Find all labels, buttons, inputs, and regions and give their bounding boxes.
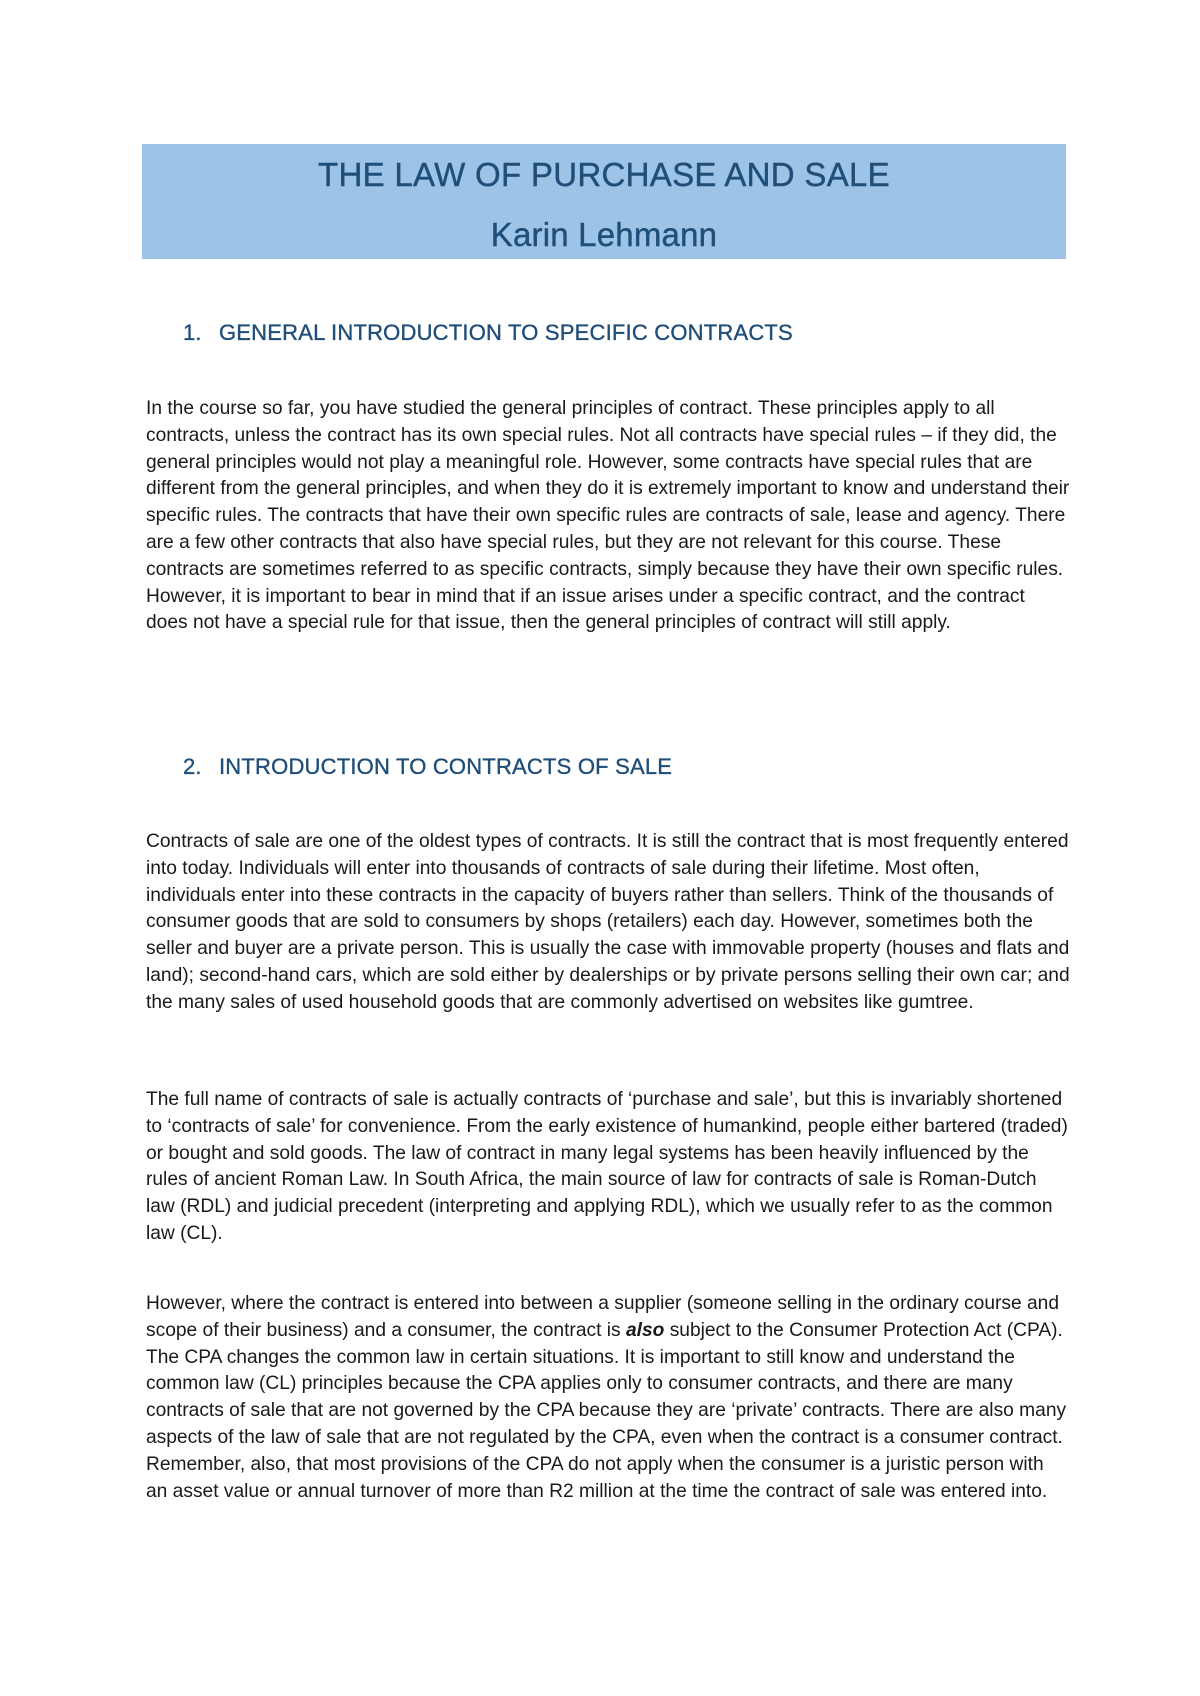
paragraph-text: subject to the Consumer Protection Act (CPA). The CPA changes the common law in certain situations. It is important to still know and understand the common law (CL) principles because the CPA applies only to consumer contracts, and there are many contracts of sale that are not governed by the CPA because they are ‘private’ contracts. There are also many aspects of the law of sale that are not regulated by the CPA, even when the contract is a consumer contract. Remember, also, that most provisions of the CPA do not apply when the consumer is a juristic person with an asset value or annual turnover of more than R2 million at the time the contract of sale was entered into.	[146, 1319, 1067, 1502]
document-title: THE LAW OF PURCHASE AND SALE	[318, 156, 890, 193]
section-number: 1.	[183, 320, 202, 345]
emphasis-text: also	[625, 1319, 665, 1341]
section-heading-1	[183, 320, 793, 346]
paragraph	[146, 1291, 1070, 1505]
section-title: INTRODUCTION TO CONTRACTS OF SALE	[219, 754, 673, 779]
section-title: GENERAL INTRODUCTION TO SPECIFIC CONTRACTS	[219, 320, 793, 345]
document-author: Karin Lehmann	[490, 216, 718, 253]
title-banner	[142, 144, 1066, 259]
section-number: 2.	[183, 754, 202, 779]
section-heading-2	[183, 754, 672, 780]
paragraph: The full name of contracts of sale is actually contracts of ‘purchase and sale’, but this is invariably shortened to ‘contracts of sale’ for convenience. From the early existence of humankind, people either bartered (traded) or bought and sold goods. The law of contract in many legal systems has been heavily influenced by the rules of ancient Roman Law. In South Africa, the main source of law for contracts of sale is Roman-Dutch law (RDL) and judicial precedent (interpreting and applying RDL), which we usually refer to as the common law (CL).	[146, 1089, 1068, 1244]
paragraph: Contracts of sale are one of the oldest types of contracts. It is still the contract that is most frequently entered into today. Individuals will enter into thousands of contracts of sale during their lifetime. Most often, individuals enter into these contracts in the capacity of buyers rather than sellers. Think of the thousands of consumer goods that are sold to consumers by shops (retailers) each day. However, sometimes both the seller and buyer are a private person. This is usually the case with immovable property (houses and flats and land); second-hand cars, which are sold either by dealerships or by private persons selling their own car; and the many sales of used household goods that are commonly advertised on websites like gumtree.	[146, 831, 1070, 1013]
paragraph-text: However, where the contract is entered into between a supplier (someone selling in the ordinary course and scope of their business) and a consumer, the contract is	[146, 1293, 1059, 1341]
paragraph: In the course so far, you have studied the general principles of contract. These principles apply to all contracts, unless the contract has its own special rules. Not all contracts have special rules – if they did, the general principles would not play a meaningful role. However, some contracts have special rules that are different from the general principles, and when they do it is extremely important to know and understand their specific rules. The contracts that have their own specific rules are contracts of sale, lease and agency. There are a few other contracts that also have special rules, but they are not relevant for this course. These contracts are sometimes referred to as specific contracts, simply because they have their own specific rules. However, it is important to bear in mind that if an issue arises under a specific contract, and the contract does not have a special rule for that issue, then the general principles of contract will still apply.	[146, 398, 1070, 634]
